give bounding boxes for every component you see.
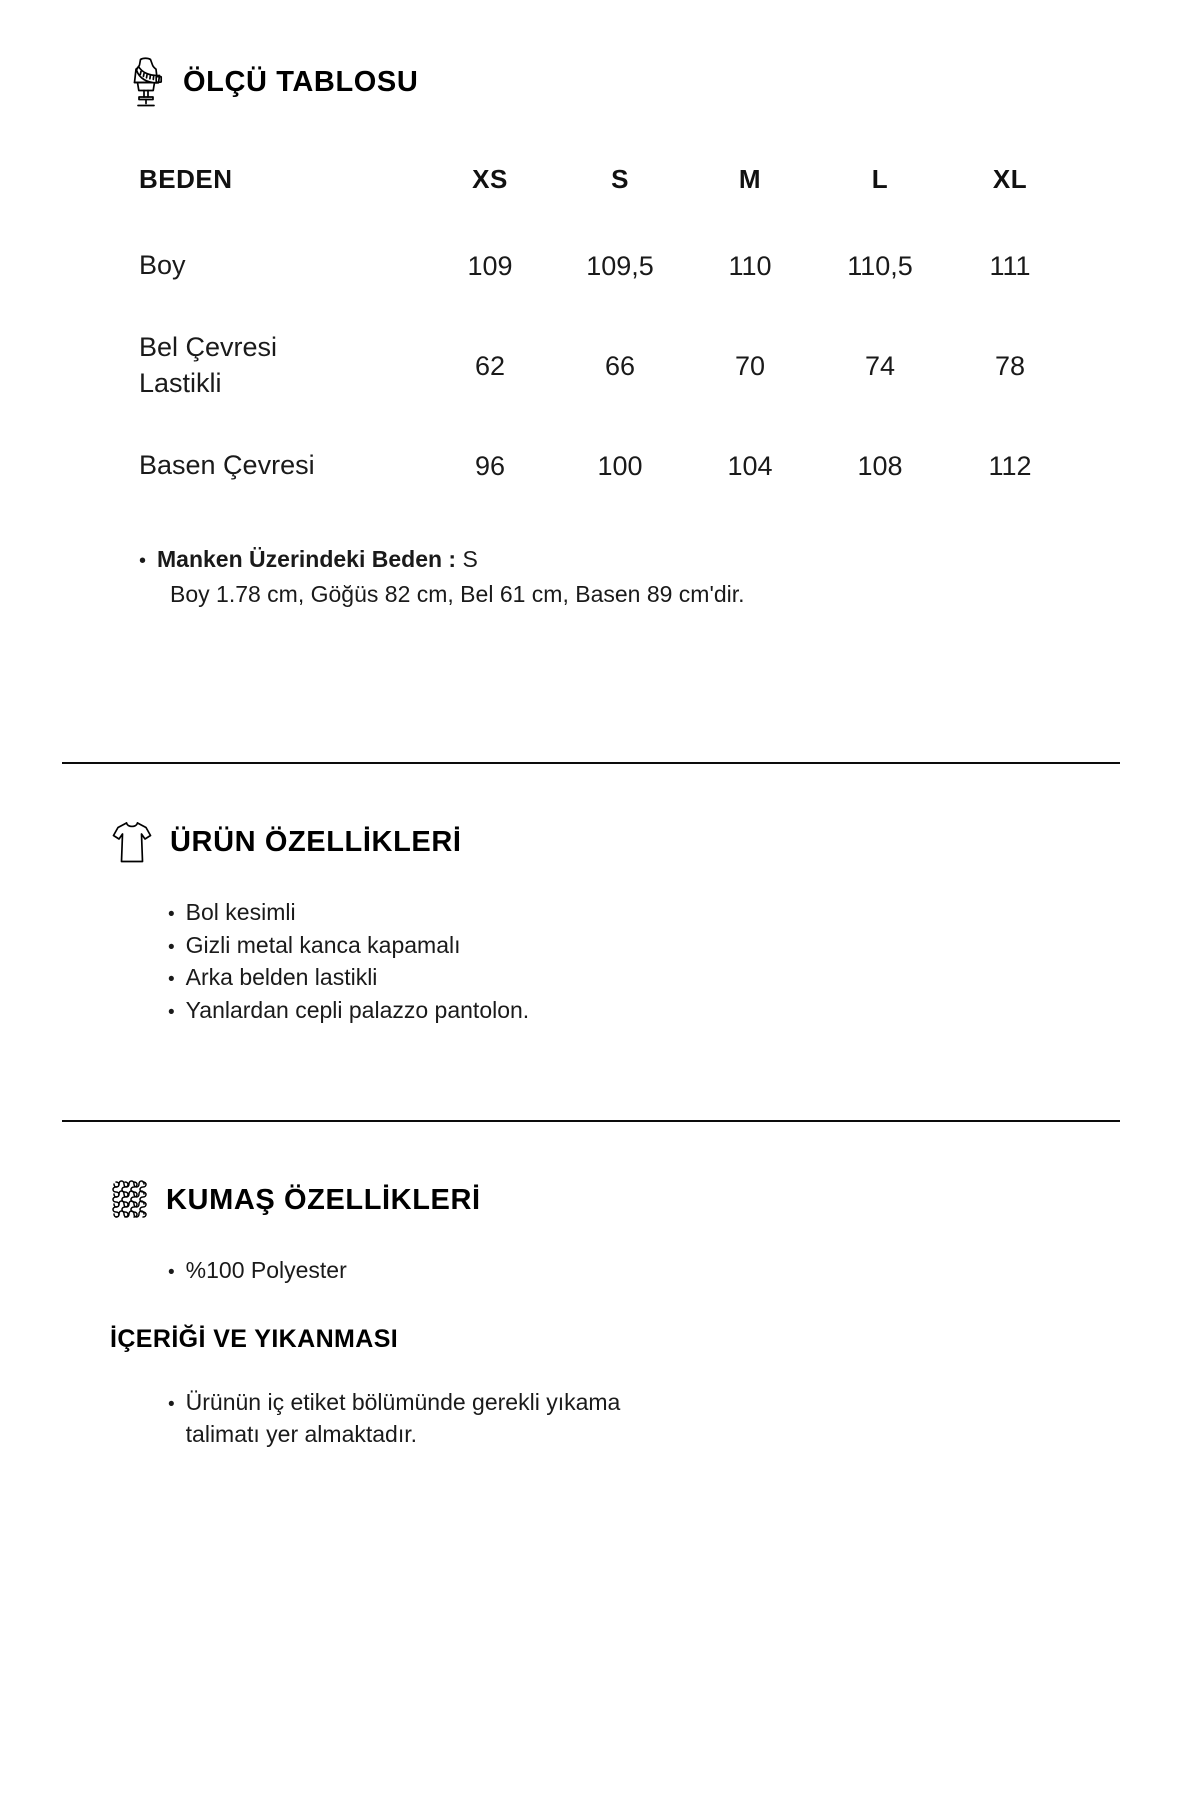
note-text — [157, 542, 478, 577]
fabric-weave-icon — [110, 1178, 150, 1222]
cell-basen-l: 108 — [857, 450, 903, 481]
size-chart-section — [125, 56, 1075, 611]
bullet-dot-icon: • — [168, 904, 175, 925]
bullet-dot-icon: • — [168, 1393, 175, 1415]
column-header-m: M — [738, 163, 762, 194]
cell-bel-m: 70 — [734, 350, 766, 381]
care-line-1: Ürünün iç etiket bölümünde gerekli yıkama — [185, 1388, 621, 1415]
list-item-label: Arka belden lastikli — [185, 964, 378, 991]
cell-bel-s: 66 — [604, 350, 636, 381]
row-label-line-2: Lastikli — [139, 368, 222, 398]
list-item — [168, 1254, 1060, 1287]
care-line-2: talimatı yer almaktadır. — [185, 1421, 418, 1448]
list-item — [168, 896, 1060, 929]
size-chart-head — [125, 142, 1075, 216]
list-item — [168, 961, 1060, 994]
fabric-features-header — [110, 1178, 1060, 1222]
list-item — [168, 929, 1060, 962]
bullet-dot-icon: • — [168, 936, 175, 958]
list-item-label — [186, 1386, 621, 1451]
section-divider — [62, 762, 1120, 764]
size-chart-body — [125, 216, 1075, 516]
column-header-beden: BEDEN — [139, 163, 233, 194]
column-header-xs: XS — [472, 163, 508, 194]
cell-boy-l: 110,5 — [847, 250, 913, 281]
model-measurements-note — [125, 542, 1075, 611]
cell-basen-s: 100 — [597, 450, 643, 481]
note-bullet-row — [139, 542, 1075, 577]
table-row — [125, 216, 1075, 316]
care-instructions-list — [110, 1386, 1060, 1451]
note-label: Manken Üzerindeki Beden : — [157, 546, 457, 572]
list-item — [168, 1386, 1060, 1451]
care-instructions-title: İÇERİĞİ VE YIKANMASI — [110, 1324, 399, 1353]
list-item-label: Yanlardan cepli palazzo pantolon. — [185, 996, 530, 1023]
size-chart-title: ÖLÇÜ TABLOSU — [183, 65, 419, 98]
bullet-dot-icon: • — [168, 1001, 175, 1023]
cell-basen-m: 104 — [727, 450, 773, 481]
section-divider — [62, 1120, 1120, 1122]
cell-bel-xl: 78 — [994, 350, 1026, 381]
table-row — [125, 416, 1075, 516]
table-header-row — [125, 142, 1075, 216]
cell-basen-xs: 96 — [474, 450, 506, 481]
cell-boy-s: 109,5 — [586, 250, 654, 281]
size-chart-header — [125, 56, 1075, 108]
fabric-composition-list — [110, 1254, 1060, 1287]
row-label-line-1: Bel Çevresi — [139, 332, 278, 363]
list-item-label: Bol kesimli — [185, 899, 296, 925]
product-features-list — [110, 896, 1060, 1027]
note-detail: Boy 1.78 cm, Göğüs 82 cm, Bel 61 cm, Basen 89 cm'dir. — [170, 580, 745, 607]
product-features-section — [110, 818, 1060, 1027]
fabric-features-section — [110, 1178, 1060, 1451]
bullet-dot-icon: • — [139, 550, 147, 572]
product-features-header — [110, 818, 1060, 866]
note-value: S — [462, 546, 478, 572]
list-item-label: %100 Polyester — [185, 1257, 347, 1283]
cell-basen-xl: 112 — [988, 450, 1032, 481]
row-label-boy: Boy — [139, 250, 186, 281]
size-chart-table — [125, 142, 1075, 516]
row-label-bel-cevresi-lastikli — [125, 316, 425, 416]
list-item — [168, 994, 1060, 1027]
cell-boy-xs: 109 — [467, 250, 513, 281]
cell-boy-xl: 111 — [989, 250, 1031, 281]
bullet-dot-icon: • — [168, 1262, 175, 1283]
column-header-xl: XL — [992, 163, 1028, 194]
fabric-features-title: KUMAŞ ÖZELLİKLERİ — [166, 1183, 481, 1216]
column-header-l: L — [871, 163, 889, 194]
bullet-dot-icon: • — [168, 969, 175, 991]
column-header-s: S — [611, 163, 629, 194]
mannequin-measuring-tape-icon — [125, 56, 167, 108]
table-row — [125, 316, 1075, 416]
product-features-title: ÜRÜN ÖZELLİKLERİ — [170, 825, 462, 858]
cell-bel-xs: 62 — [474, 350, 506, 381]
list-item-label: Gizli metal kanca kapamalı — [185, 931, 461, 958]
cell-boy-m: 110 — [728, 250, 772, 281]
row-label-basen-cevresi: Basen Çevresi — [139, 450, 315, 481]
cell-bel-l: 74 — [864, 350, 896, 381]
tshirt-icon — [110, 818, 154, 866]
